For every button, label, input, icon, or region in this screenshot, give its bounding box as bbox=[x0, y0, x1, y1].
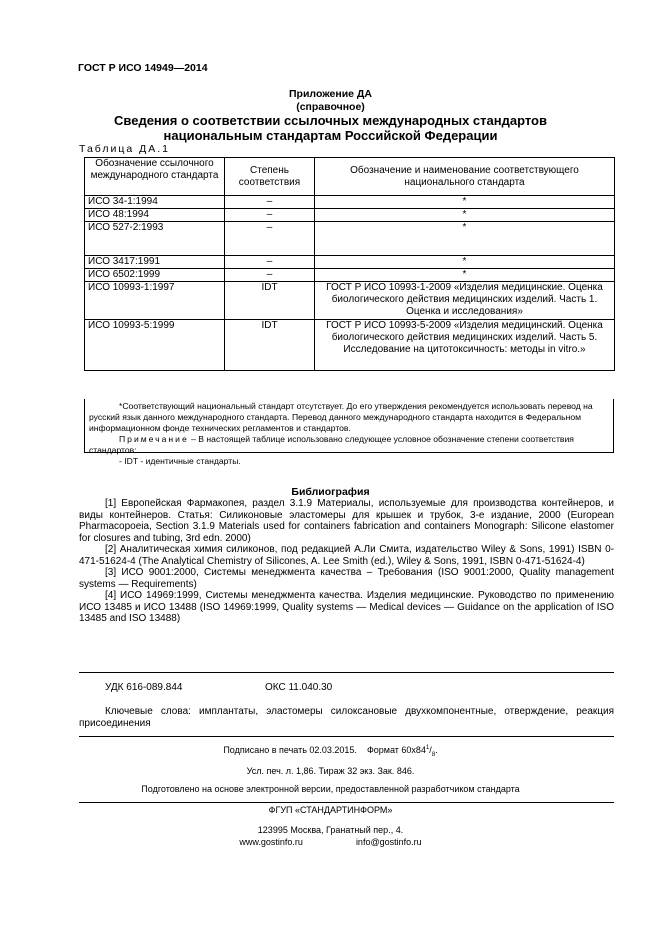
bibliography-title: Библиография bbox=[291, 486, 370, 498]
print-info: Усл. печ. л. 1,86. Тираж 32 экз. Зак. 846. bbox=[246, 766, 415, 776]
note-text: – В настоящей таблице использовано следующее условное обозначение степени соответствия стандартов: bbox=[89, 434, 574, 455]
cell-national: * bbox=[315, 269, 615, 282]
publisher-contacts bbox=[0, 837, 661, 847]
cell-degree: IDT bbox=[225, 320, 315, 371]
table-row bbox=[85, 196, 615, 209]
separator-line bbox=[79, 802, 614, 803]
table-footnote: *Соответствующий национальный стандарт отсутствует. До его утверждения рекомендуется использовать перевод на русский язык данного международного стандарта. Перевод данного международного стандарта находится в Федеральном информационном фонде технических регламентов и стандартов. bbox=[89, 401, 593, 433]
cell-national: ГОСТ Р ИСО 10993-5-2009 «Изделия медицинский. Оценка биологического действия медицинских изделий. Часть 5. Исследование на цитотоксичность: методы in vitro.» bbox=[315, 320, 615, 371]
cell-ref: ИСО 527-2:1993 bbox=[85, 222, 225, 256]
cell-ref: ИСО 6502:1999 bbox=[85, 269, 225, 282]
correspondence-table bbox=[84, 157, 615, 371]
cell-degree: – bbox=[225, 256, 315, 269]
bibliography-list bbox=[79, 498, 614, 625]
prepared-note: Подготовлено на основе электронной версии, предоставленной разработчиком стандарта bbox=[141, 784, 520, 794]
note-label: Примечание bbox=[119, 434, 189, 444]
bibliography-item: [4] ИСО 14969:1999, Системы менеджмента качества. Изделия медицинские. Руководство по применению ИСО 13485 и ИСО 13488 (ISO 14969:1999, Quality systems — Medical devices — Guidance on the application of ISO 13485 and ISO 13488) bbox=[79, 590, 614, 624]
cell-national: * bbox=[315, 256, 615, 269]
document-header: ГОСТ Р ИСО 14949—2014 bbox=[78, 62, 208, 74]
separator-line bbox=[79, 736, 614, 737]
cell-ref: ИСО 48:1994 bbox=[85, 209, 225, 222]
cell-ref: ИСО 34-1:1994 bbox=[85, 196, 225, 209]
cell-national: ГОСТ Р ИСО 10993-1-2009 «Изделия медицинские. Оценка биологического действия медицинских изделий. Часть 1. Оценка и исследования» bbox=[315, 282, 615, 320]
table-notes bbox=[84, 399, 614, 466]
appendix-main-title bbox=[0, 113, 661, 143]
appendix-title: Приложение ДА bbox=[289, 88, 372, 100]
table-row bbox=[85, 282, 615, 320]
cell-degree: – bbox=[225, 222, 315, 256]
bibliography-item: [1] Европейская Фармакопея, раздел 3.1.9 Материалы, используемые для производства контейнеров, и виды контейнеров. Статья: Силиконовые эластомеры для крышек и трубок, 3-е издание, 2000 (European Pharmacopoeia, Section 3.1.9 Materials used for containers fabrication and containers Monograph: Silicone elastomer for closures and tubing, 3rd edn. 2000) bbox=[79, 498, 614, 544]
cell-ref: ИСО 10993-5:1999 bbox=[85, 320, 225, 371]
bibliography-item: [3] ИСО 9001:2000, Системы менеджмента качества – Требования (ISO 9001:2000, Quality management systems — Requirements) bbox=[79, 567, 614, 590]
main-title-line-1: Сведения о соответствии ссылочных международных стандартов bbox=[114, 113, 547, 128]
cell-national: * bbox=[315, 209, 615, 222]
email-link[interactable]: info@gostinfo.ru bbox=[355, 837, 422, 847]
website-link[interactable]: www.gostinfo.ru bbox=[239, 837, 303, 847]
udk-code: УДК 616-089.844 bbox=[105, 682, 183, 693]
table-header-row bbox=[85, 158, 615, 196]
cell-degree: – bbox=[225, 269, 315, 282]
table-note bbox=[89, 434, 609, 456]
table-row bbox=[85, 222, 615, 256]
cell-degree: IDT bbox=[225, 282, 315, 320]
main-title-line-2: национальным стандартам Российской Федерации bbox=[163, 128, 498, 143]
header-national: Обозначение и наименование соответствующего национального стандарта bbox=[315, 158, 615, 196]
appendix-subtitle: (справочное) bbox=[296, 101, 365, 113]
signed-date: Подписано в печать 02.03.2015. bbox=[223, 745, 357, 755]
note-item: - IDT - идентичные стандарты. bbox=[119, 456, 241, 466]
table-row bbox=[85, 320, 615, 371]
table-row bbox=[85, 256, 615, 269]
publisher-address: 123995 Москва, Гранатный пер., 4. bbox=[257, 825, 404, 835]
keywords: Ключевые слова: имплантаты, эластомеры силоксановые двухкомпонентные, отверждение, реакция присоединения bbox=[79, 706, 614, 729]
cell-degree: – bbox=[225, 196, 315, 209]
paper-format: Формат $60x84^1/_8$. bbox=[366, 745, 438, 758]
table-row bbox=[85, 209, 615, 222]
header-ref: Обозначение ссылочного международного стандарта bbox=[85, 158, 225, 196]
cell-national: * bbox=[315, 196, 615, 209]
header-degree: Степень соответствия bbox=[225, 158, 315, 196]
bibliography-item: [2] Аналитическая химия силиконов, под редакцией А.Ли Смита, издательство Wiley & Sons, 1991) ISBN 0-471-51624-4 (The Analytical Chemistry of Silicones, A. Lee Smith (ed.), Wiley & Sons, 1991, ISBN 0-471-51624-4) bbox=[79, 544, 614, 567]
cell-national: * bbox=[315, 222, 615, 256]
cell-degree: – bbox=[225, 209, 315, 222]
cell-ref: ИСО 10993-1:1997 bbox=[85, 282, 225, 320]
table-row bbox=[85, 269, 615, 282]
imprint-signed-line bbox=[0, 745, 661, 758]
oks-code: ОКС 11.040.30 bbox=[265, 682, 333, 693]
table-caption: Таблица ДА.1 bbox=[79, 143, 170, 155]
separator-line bbox=[79, 672, 614, 673]
publisher-name: ФГУП «СТАНДАРТИНФОРМ» bbox=[268, 805, 393, 815]
cell-ref: ИСО 3417:1991 bbox=[85, 256, 225, 269]
